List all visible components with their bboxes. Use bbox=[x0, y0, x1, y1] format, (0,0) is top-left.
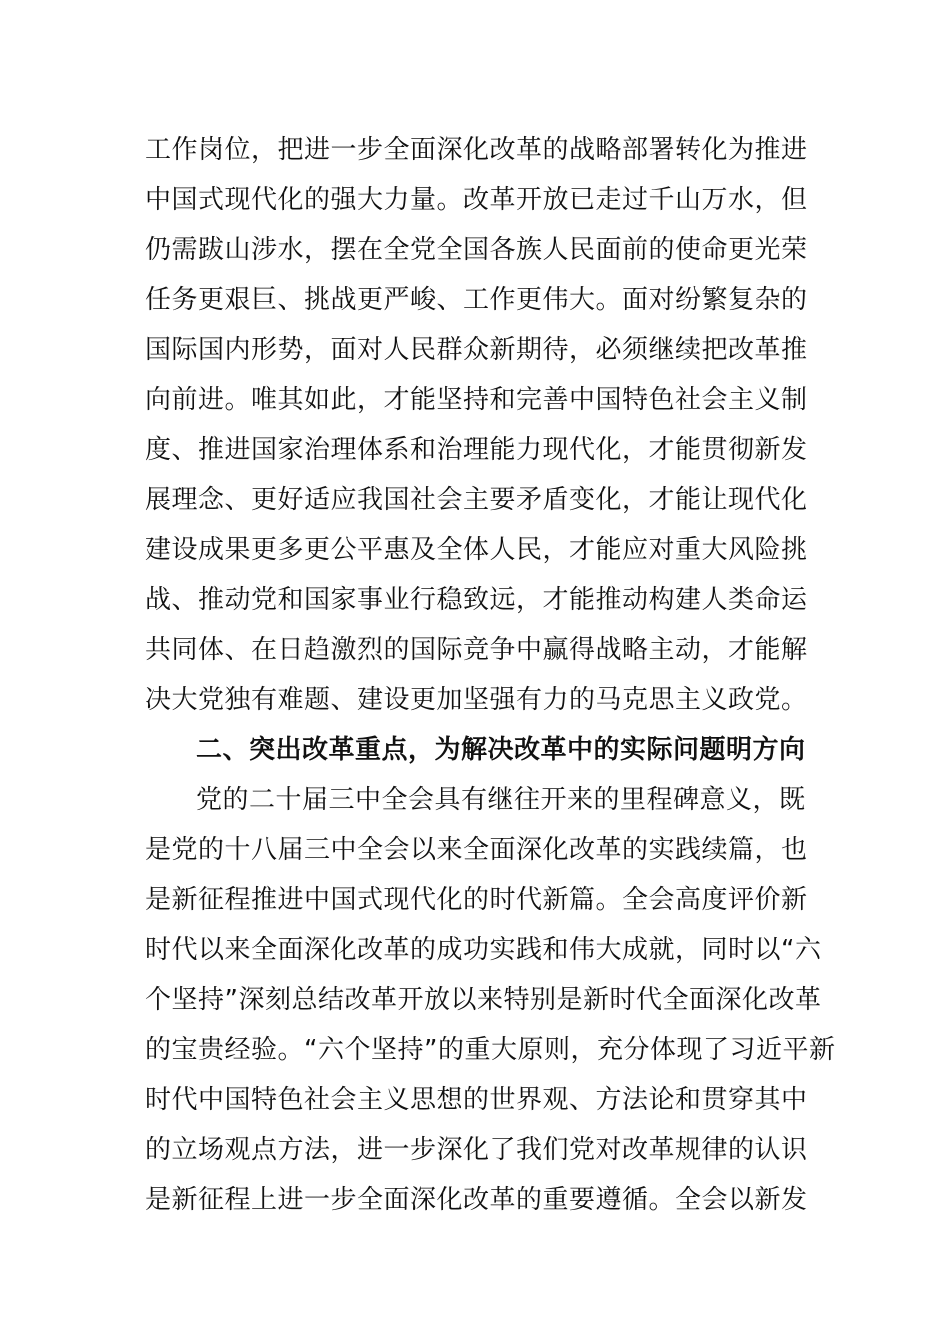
body-text-line: 工作岗位，把进一步全面深化改革的战略部署转化为推进 bbox=[145, 135, 808, 165]
body-text-line: 个坚持”深刻总结改革开放以来特别是新时代全面深化改革 bbox=[145, 985, 822, 1015]
body-text-line: 任务更艰巨、挑战更严峻、工作更伟大。面对纷繁复杂的 bbox=[145, 285, 808, 315]
body-text-line: 建设成果更多更公平惠及全体人民，才能应对重大风险挑 bbox=[145, 535, 808, 565]
paragraph-first-line: 党的二十届三中全会具有继往开来的里程碑意义，既 bbox=[196, 785, 806, 815]
body-text-line: 的立场观点方法，进一步深化了我们党对改革规律的认识 bbox=[145, 1135, 808, 1165]
body-text-line: 国际国内形势，面对人民群众新期待，必须继续把改革推 bbox=[145, 335, 808, 365]
body-text-line: 度、推进国家治理体系和治理能力现代化，才能贯彻新发 bbox=[145, 435, 808, 465]
body-text-line: 是党的十八届三中全会以来全面深化改革的实践续篇，也 bbox=[145, 835, 808, 865]
body-text-line: 是新征程上进一步全面深化改革的重要遵循。全会以新发 bbox=[145, 1185, 808, 1215]
body-text-line: 仍需跋山涉水，摆在全党全国各族人民面前的使命更光荣 bbox=[145, 235, 808, 265]
body-text-line: 战、推动党和国家事业行稳致远，才能推动构建人类命运 bbox=[145, 585, 808, 615]
body-text-line: 的宝贵经验。“六个坚持”的重大原则，充分体现了习近平新 bbox=[145, 1035, 836, 1065]
body-text-line: 中国式现代化的强大力量。改革开放已走过千山万水，但 bbox=[145, 185, 808, 215]
section-heading: 二、突出改革重点，为解决改革中的实际问题明方向 bbox=[196, 735, 806, 765]
body-text-line: 时代以来全面深化改革的成功实践和伟大成就，同时以“六 bbox=[145, 935, 822, 965]
body-text-line: 决大党独有难题、建设更加坚强有力的马克思主义政党。 bbox=[145, 685, 808, 715]
body-text-line: 向前进。唯其如此，才能坚持和完善中国特色社会主义制 bbox=[145, 385, 808, 415]
body-text-line: 时代中国特色社会主义思想的世界观、方法论和贯穿其中 bbox=[145, 1085, 808, 1115]
body-text-line: 是新征程推进中国式现代化的时代新篇。全会高度评价新 bbox=[145, 885, 808, 915]
body-text-line: 展理念、更好适应我国社会主要矛盾变化，才能让现代化 bbox=[145, 485, 808, 515]
body-text-line: 共同体、在日趋激烈的国际竞争中赢得战略主动，才能解 bbox=[145, 635, 808, 665]
